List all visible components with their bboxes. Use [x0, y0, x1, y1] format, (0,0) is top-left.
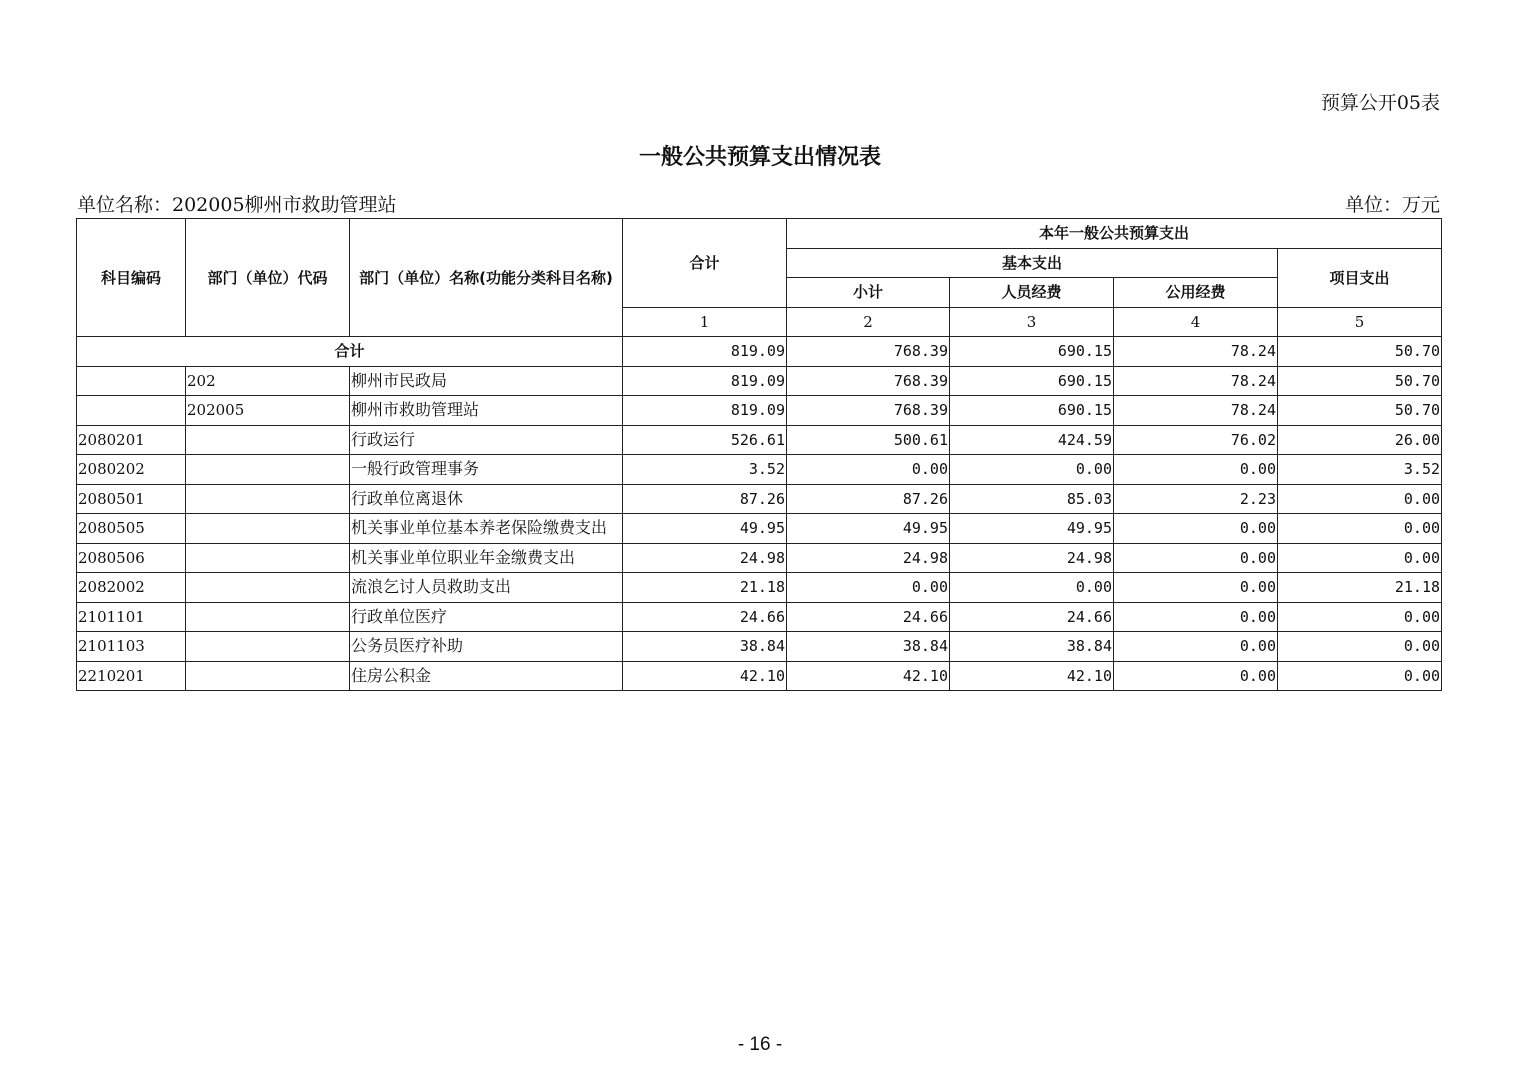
header-subject-code: 科目编码 — [77, 219, 186, 337]
value-cell: 85.03 — [950, 484, 1114, 514]
header-project: 项目支出 — [1278, 248, 1442, 307]
subject-code-cell: 2101103 — [77, 632, 186, 662]
value-cell: 21.18 — [1278, 573, 1442, 603]
dept-name-cell: 一般行政管理事务 — [350, 455, 623, 485]
subject-code-cell: 2080202 — [77, 455, 186, 485]
dept-code-cell — [186, 455, 350, 485]
dept-code-cell — [186, 573, 350, 603]
header-subtotal: 小计 — [787, 278, 950, 308]
table-row — [77, 484, 1442, 514]
subject-code-cell — [77, 366, 186, 396]
table-row — [77, 425, 1442, 455]
value-cell: 38.84 — [787, 632, 950, 662]
value-cell: 24.66 — [787, 602, 950, 632]
value-cell: 24.66 — [950, 602, 1114, 632]
dept-name-cell: 行政运行 — [350, 425, 623, 455]
value-cell: 424.59 — [950, 425, 1114, 455]
value-cell: 0.00 — [1278, 602, 1442, 632]
header-public: 公用经费 — [1114, 278, 1278, 308]
value-cell: 0.00 — [1278, 661, 1442, 691]
header-personnel: 人员经费 — [950, 278, 1114, 308]
col-number: 4 — [1114, 307, 1278, 337]
value-cell: 0.00 — [1114, 661, 1278, 691]
value-cell: 0.00 — [1114, 602, 1278, 632]
value-cell: 42.10 — [623, 661, 787, 691]
table-row — [77, 543, 1442, 573]
dept-name-cell: 柳州市救助管理站 — [350, 396, 623, 426]
unit-name-label: 单位名称：202005柳州市救助管理站 — [77, 194, 397, 216]
dept-name-cell: 公务员医疗补助 — [350, 632, 623, 662]
value-cell: 0.00 — [1278, 632, 1442, 662]
value-cell: 38.84 — [623, 632, 787, 662]
header-dept-name: 部门（单位）名称(功能分类科目名称) — [350, 219, 623, 337]
dept-code-cell — [186, 484, 350, 514]
table-row — [77, 455, 1442, 485]
subject-code-cell: 2080506 — [77, 543, 186, 573]
budget-table — [76, 218, 1442, 691]
dept-code-cell — [186, 514, 350, 544]
dept-name-cell: 机关事业单位基本养老保险缴费支出 — [350, 514, 623, 544]
form-number: 预算公开05表 — [1320, 92, 1440, 114]
value-cell: 526.61 — [623, 425, 787, 455]
table-row — [77, 514, 1442, 544]
table-row — [77, 573, 1442, 603]
dept-name-cell: 机关事业单位职业年金缴费支出 — [350, 543, 623, 573]
header-dept-code: 部门（单位）代码 — [186, 219, 350, 337]
value-cell: 0.00 — [1114, 514, 1278, 544]
value-cell: 3.52 — [623, 455, 787, 485]
dept-code-cell — [186, 632, 350, 662]
total-row — [77, 337, 1442, 367]
subject-code-cell: 2210201 — [77, 661, 186, 691]
value-cell: 0.00 — [1114, 632, 1278, 662]
col-number: 2 — [787, 307, 950, 337]
value-cell: 500.61 — [787, 425, 950, 455]
value-cell: 0.00 — [1278, 543, 1442, 573]
value-cell: 768.39 — [787, 366, 950, 396]
page-number: - 16 - — [737, 1034, 783, 1055]
value-cell: 87.26 — [623, 484, 787, 514]
value-cell: 0.00 — [1114, 455, 1278, 485]
value-cell: 690.15 — [950, 396, 1114, 426]
dept-code-cell: 202 — [186, 366, 350, 396]
total-cell: 768.39 — [787, 337, 950, 367]
value-cell: 49.95 — [950, 514, 1114, 544]
subject-code-cell: 2080201 — [77, 425, 186, 455]
value-cell: 42.10 — [950, 661, 1114, 691]
subject-code-cell: 2080501 — [77, 484, 186, 514]
subject-code-cell: 2082002 — [77, 573, 186, 603]
total-cell: 78.24 — [1114, 337, 1278, 367]
value-cell: 26.00 — [1278, 425, 1442, 455]
value-cell: 78.24 — [1114, 366, 1278, 396]
subject-code-cell: 2080505 — [77, 514, 186, 544]
dept-code-cell — [186, 425, 350, 455]
value-cell: 50.70 — [1278, 366, 1442, 396]
value-cell: 819.09 — [623, 366, 787, 396]
value-cell: 0.00 — [1114, 573, 1278, 603]
dept-code-cell — [186, 661, 350, 691]
col-number: 5 — [1278, 307, 1442, 337]
value-cell: 24.98 — [950, 543, 1114, 573]
total-label: 合计 — [77, 337, 623, 367]
value-cell: 38.84 — [950, 632, 1114, 662]
value-cell: 87.26 — [787, 484, 950, 514]
value-cell: 21.18 — [623, 573, 787, 603]
table-row — [77, 661, 1442, 691]
value-cell: 0.00 — [787, 573, 950, 603]
currency-unit-label: 单位：万元 — [1344, 194, 1440, 216]
col-number: 3 — [950, 307, 1114, 337]
total-cell: 50.70 — [1278, 337, 1442, 367]
table-row — [77, 366, 1442, 396]
table-row — [77, 632, 1442, 662]
table-row — [77, 602, 1442, 632]
value-cell: 24.66 — [623, 602, 787, 632]
value-cell: 0.00 — [1278, 514, 1442, 544]
value-cell: 49.95 — [787, 514, 950, 544]
value-cell: 78.24 — [1114, 396, 1278, 426]
value-cell: 819.09 — [623, 396, 787, 426]
dept-name-cell: 住房公积金 — [350, 661, 623, 691]
value-cell: 42.10 — [787, 661, 950, 691]
header-current-year: 本年一般公共预算支出 — [787, 219, 1442, 249]
page-title: 一般公共预算支出情况表 — [638, 144, 881, 170]
value-cell: 0.00 — [1278, 484, 1442, 514]
table-header — [77, 219, 1442, 337]
value-cell: 0.00 — [1114, 543, 1278, 573]
value-cell: 50.70 — [1278, 396, 1442, 426]
col-number: 1 — [623, 307, 787, 337]
value-cell: 3.52 — [1278, 455, 1442, 485]
subject-code-cell: 2101101 — [77, 602, 186, 632]
value-cell: 0.00 — [950, 573, 1114, 603]
dept-name-cell: 柳州市民政局 — [350, 366, 623, 396]
value-cell: 690.15 — [950, 366, 1114, 396]
value-cell: 0.00 — [950, 455, 1114, 485]
total-cell: 690.15 — [950, 337, 1114, 367]
value-cell: 0.00 — [787, 455, 950, 485]
value-cell: 49.95 — [623, 514, 787, 544]
dept-name-cell: 行政单位医疗 — [350, 602, 623, 632]
value-cell: 2.23 — [1114, 484, 1278, 514]
dept-code-cell — [186, 602, 350, 632]
value-cell: 76.02 — [1114, 425, 1278, 455]
value-cell: 24.98 — [787, 543, 950, 573]
header-total: 合计 — [623, 219, 787, 308]
table-body — [77, 337, 1442, 691]
value-cell: 24.98 — [623, 543, 787, 573]
table-row — [77, 396, 1442, 426]
dept-name-cell: 流浪乞讨人员救助支出 — [350, 573, 623, 603]
dept-code-cell — [186, 543, 350, 573]
dept-name-cell: 行政单位离退休 — [350, 484, 623, 514]
subject-code-cell — [77, 396, 186, 426]
header-basic: 基本支出 — [787, 248, 1278, 278]
dept-code-cell: 202005 — [186, 396, 350, 426]
value-cell: 768.39 — [787, 396, 950, 426]
total-cell: 819.09 — [623, 337, 787, 367]
